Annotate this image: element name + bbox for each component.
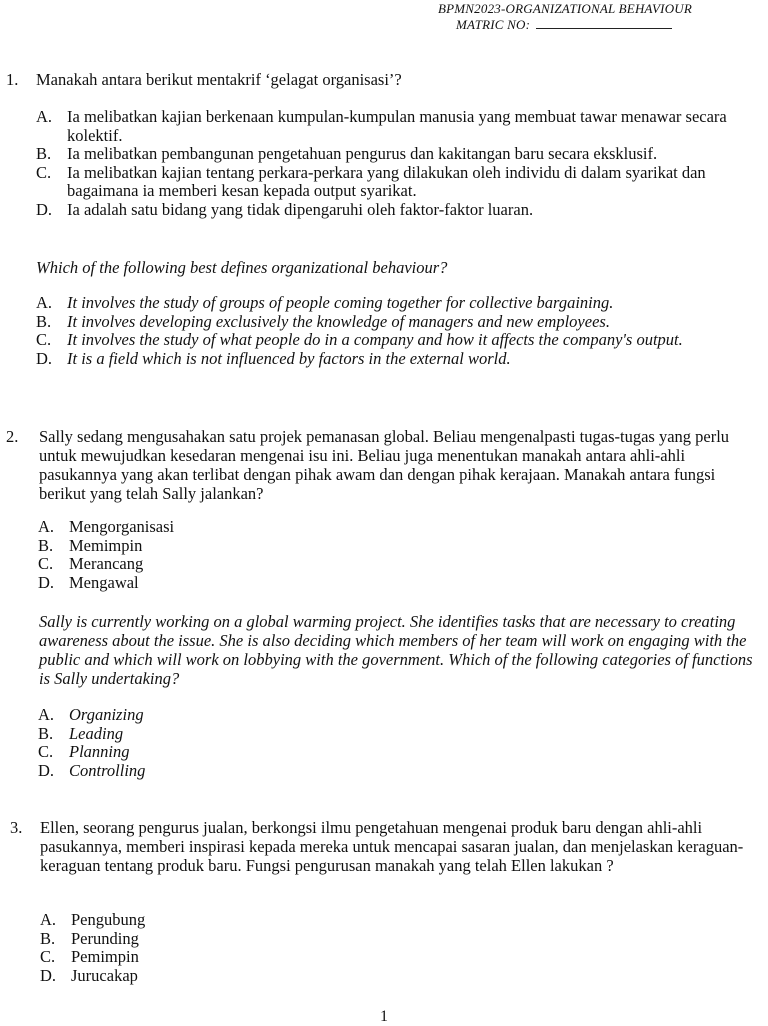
option-text: It involves developing exclusively the knowledge of managers and new employees. — [67, 311, 610, 331]
question-text-en: Sally is currently working on a global warming project. She identifies tasks that are necessary to creating awareness about the issue. She is also deciding which members of her team will work on engaging with the public and which will work on lobbying with the government. Which of the following categories of functions is Sally undertaking? — [39, 612, 753, 688]
option-label: C. — [40, 947, 56, 966]
option-text: Ia melibatkan kajian tentang perkara-perkara yang dilakukan oleh individu di dalam syarikat dan bagaimana ia memberi kesan kepada output syarikat. — [67, 162, 706, 200]
option-text: It is a field which is not influenced by factors in the external world. — [67, 348, 511, 368]
option-d — [38, 762, 438, 781]
option-label: D. — [38, 760, 55, 780]
question-text-en: Which of the following best defines organizational behaviour? — [36, 258, 448, 277]
option-label: B. — [40, 928, 56, 948]
option-b — [36, 145, 740, 164]
option-text: Memimpin — [69, 535, 143, 555]
option-label: C. — [38, 554, 54, 573]
options-ms — [40, 911, 440, 985]
option-label: B. — [36, 144, 52, 163]
question-number: 1. — [6, 70, 19, 89]
option-text: It involves the study of groups of people coming together for collective bargaining. — [67, 293, 614, 312]
option-a — [38, 518, 438, 537]
matric-blank — [536, 18, 672, 29]
option-label: C. — [36, 330, 52, 349]
option-label: B. — [38, 723, 54, 743]
question-text-ms: Manakah antara berikut mentakrif ‘gelagat organisasi’? — [36, 70, 402, 89]
option-text: Jurucakap — [71, 965, 138, 985]
option-d — [36, 350, 758, 369]
option-a — [36, 294, 758, 313]
option-label: B. — [38, 535, 54, 555]
option-b — [36, 313, 758, 332]
question-number: 3. — [10, 818, 23, 837]
option-label: B. — [36, 311, 52, 331]
option-c — [36, 164, 740, 201]
option-b — [38, 725, 438, 744]
option-label: A. — [38, 705, 55, 724]
option-text: Organizing — [69, 705, 144, 724]
option-d — [40, 967, 440, 986]
option-text: Pemimpin — [71, 947, 139, 966]
option-c — [40, 948, 440, 967]
option-text: Ia melibatkan kajian berkenaan kumpulan-kumpulan manusia yang membuat tawar menawar secara kolektif. — [67, 107, 727, 145]
option-text: Planning — [69, 742, 130, 761]
option-a — [40, 911, 440, 930]
option-label: A. — [36, 107, 53, 126]
option-text: Mengawal — [69, 572, 139, 592]
option-label: A. — [36, 293, 53, 312]
question-text-ms: Sally sedang mengusahakan satu projek pemanasan global. Beliau mengenalpasti tugas-tugas yang perlu untuk mewujudkan kesedaran mengenai isu ini. Beliau juga menentukan manakah antara ahli-ahli pasukannya yang akan terlibat dengan pihak awam dan dengan pihak kerajaan. Manakah antara fungsi berikut yang telah Sally jalankan? — [39, 427, 730, 503]
option-text: Leading — [69, 723, 124, 743]
option-text: Pengubung — [71, 910, 146, 929]
option-text: It involves the study of what people do in a company and how it affects the company's output. — [67, 330, 683, 349]
options-ms — [38, 518, 438, 592]
options-ms — [36, 108, 740, 219]
options-en — [36, 294, 758, 368]
option-text: Mengorganisasi — [69, 517, 175, 536]
option-c — [38, 555, 438, 574]
option-d — [38, 574, 438, 593]
matric-label: MATRIC NO: — [456, 17, 531, 32]
matric-line — [438, 17, 692, 33]
option-a — [38, 706, 438, 725]
question-number: 2. — [6, 427, 19, 446]
option-label: A. — [38, 517, 55, 536]
option-label: D. — [38, 572, 55, 592]
option-text: Ia melibatkan pembangunan pengetahuan pengurus dan kakitangan baru secara eksklusif. — [67, 144, 658, 163]
option-c — [36, 331, 758, 350]
options-en — [38, 706, 438, 780]
option-b — [38, 537, 438, 556]
question-text-ms: Ellen, seorang pengurus jualan, berkongsi ilmu pengetahuan mengenai produk baru dengan ahli-ahli pasukannya, memberi inspirasi kepada mereka untuk mencapai sasaran jualan, dan menjelaskan keraguan-keraguan tentang produk baru. Fungsi pengurusan manakah yang telah Ellen lakukan ? — [40, 818, 744, 875]
option-label: D. — [40, 965, 57, 985]
option-label: D. — [36, 199, 53, 219]
option-text: Perunding — [71, 928, 139, 948]
course-title: BPMN2023-ORGANIZATIONAL BEHAVIOUR — [438, 1, 693, 16]
option-d — [36, 201, 740, 220]
option-c — [38, 743, 438, 762]
option-label: C. — [38, 742, 54, 761]
option-text: Ia adalah satu bidang yang tidak dipengaruhi oleh faktor-faktor luaran. — [67, 199, 534, 219]
option-text: Controlling — [69, 760, 146, 780]
option-label: A. — [40, 910, 57, 929]
option-label: C. — [36, 162, 52, 182]
option-text: Merancang — [69, 554, 144, 573]
option-a — [36, 108, 740, 145]
option-b — [40, 930, 440, 949]
option-label: D. — [36, 348, 53, 368]
page-number: 1 — [380, 1008, 388, 1025]
page-header — [438, 1, 692, 33]
